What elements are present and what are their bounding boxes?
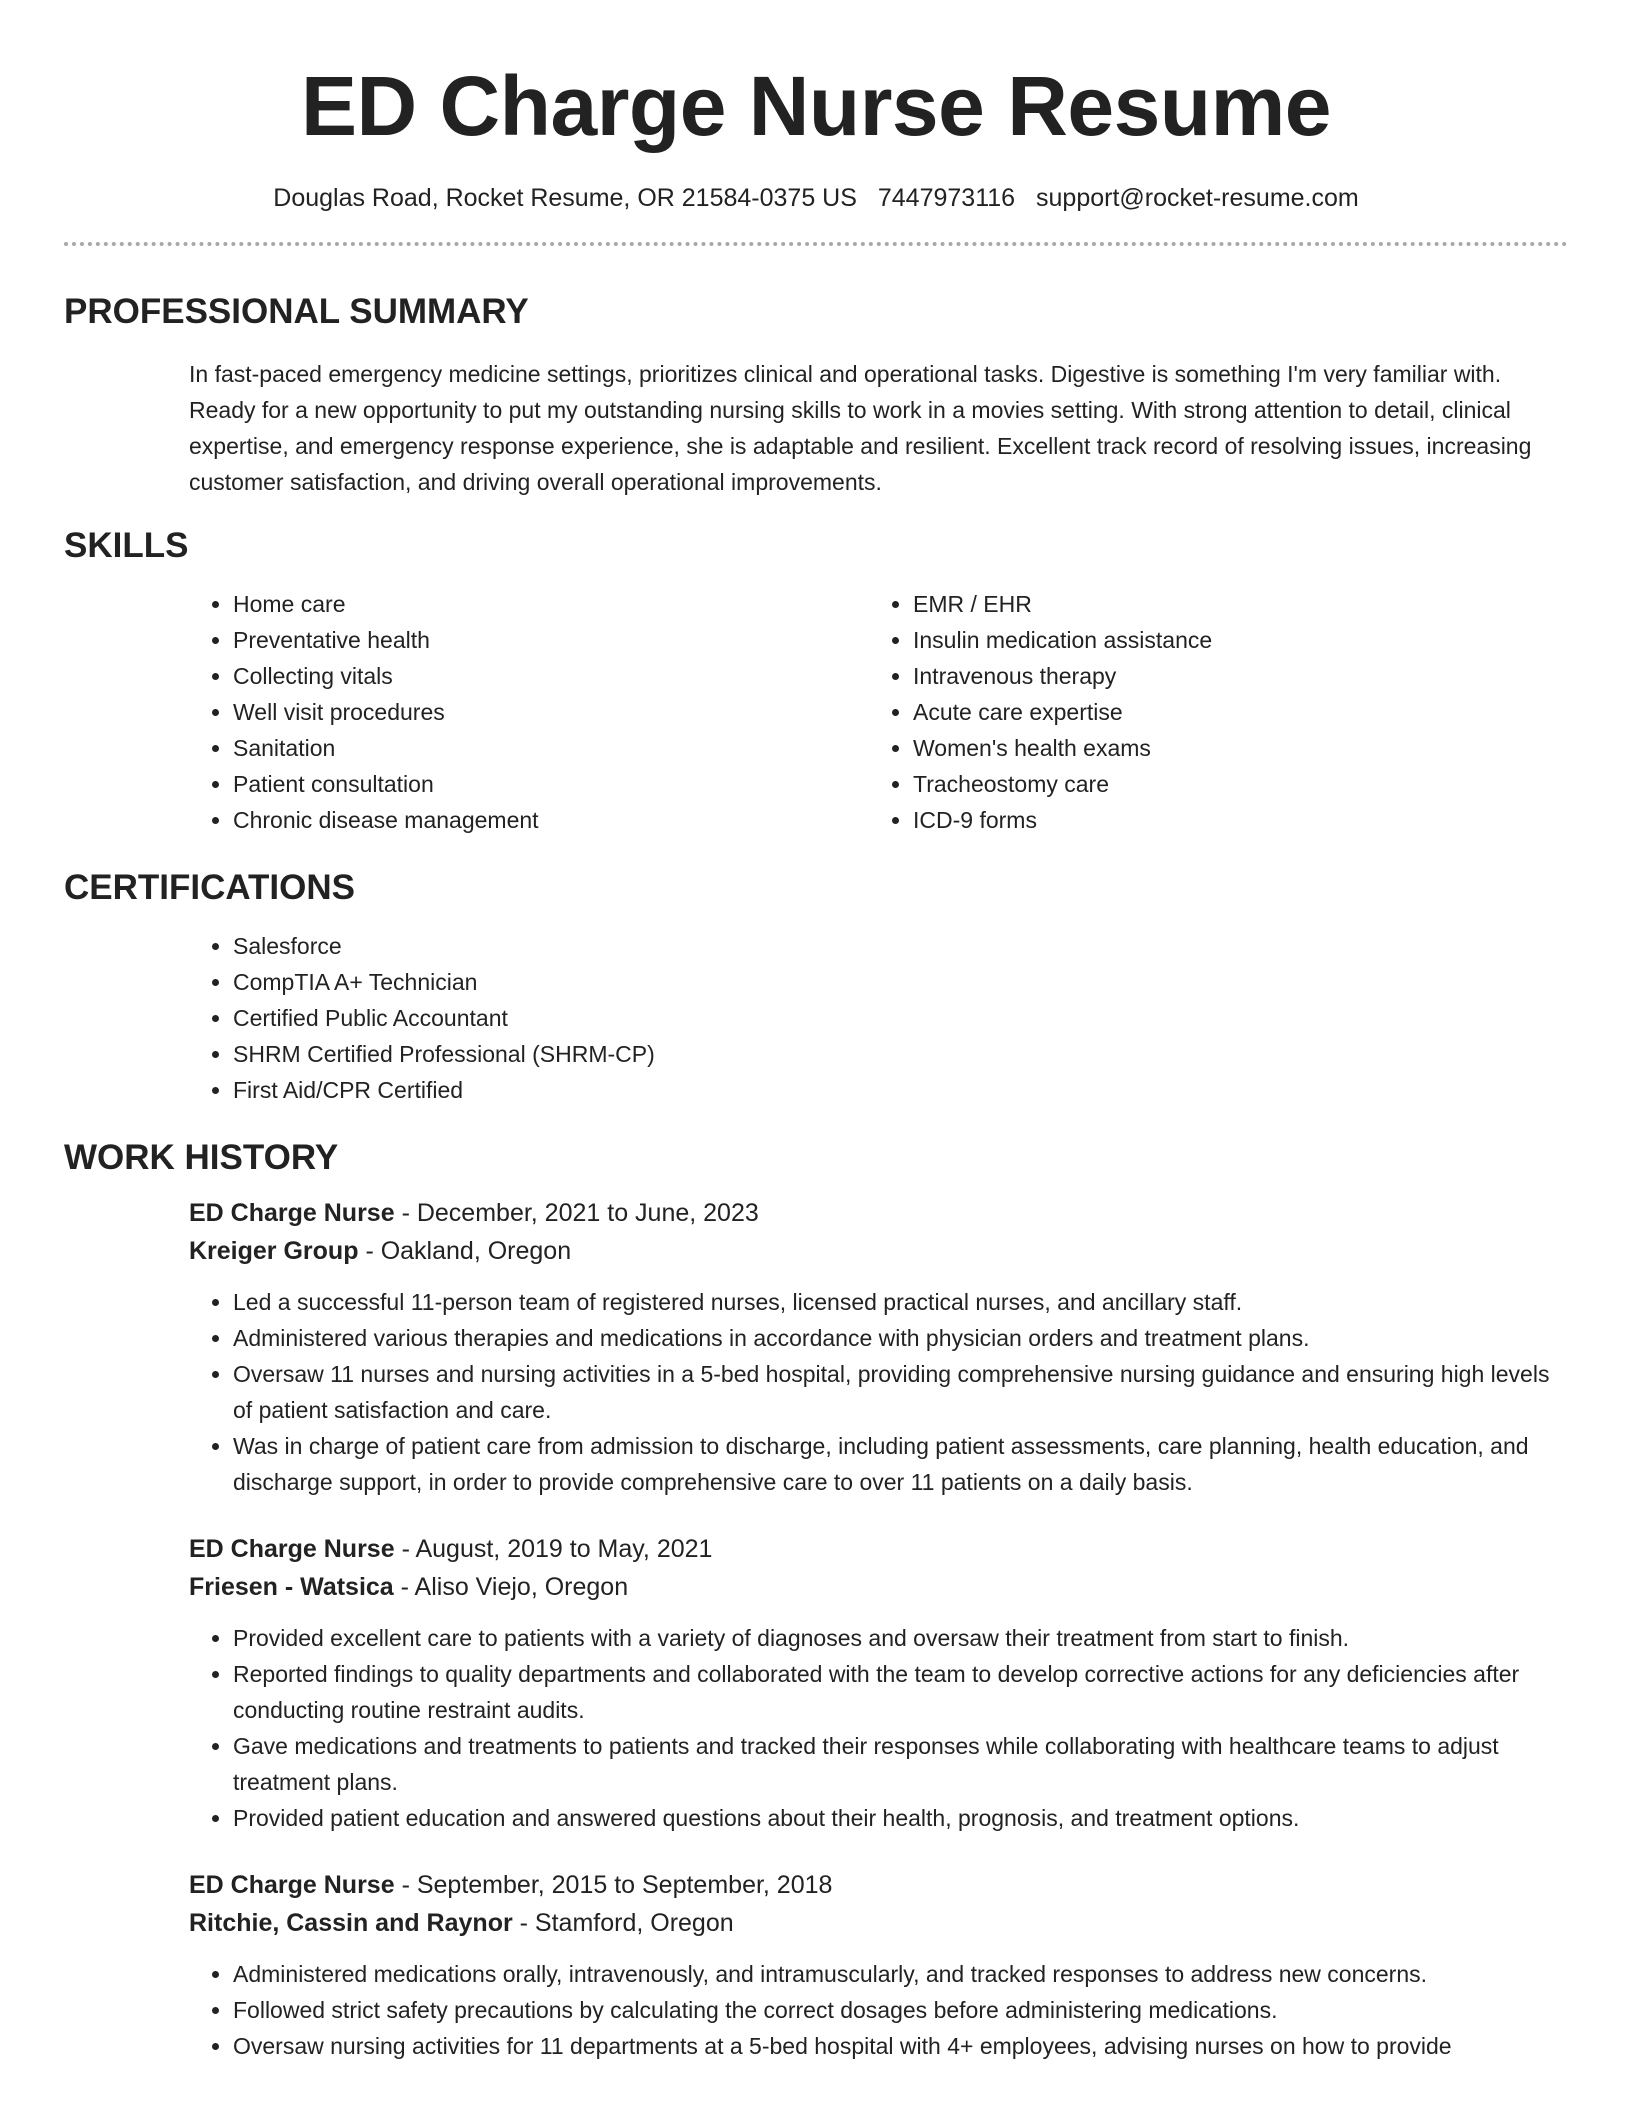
job-bullets — [189, 1284, 1568, 1500]
job-bullet: • Was in charge of patient care from admission to discharge, including patient assessments, care planning, health education, and discharge support, in order to provide comprehensive care to over 11 patients on a daily basis. — [233, 1428, 1568, 1500]
job-entry — [189, 1866, 1568, 2064]
job-company-line — [189, 1232, 1568, 1270]
skills-heading: SKILLS — [64, 526, 189, 565]
skills-column-right — [869, 586, 1549, 838]
job-bullet: • Oversaw nursing activities for 11 departments at a 5-bed hospital with 4+ employees, advising nurses on how to provide — [233, 2028, 1568, 2064]
job-title: ED Charge Nurse — [189, 1871, 395, 1899]
skill-item: • ICD-9 forms — [913, 802, 1549, 838]
skill-item: • Sanitation — [233, 730, 869, 766]
header-divider — [64, 242, 1568, 246]
summary-text: In fast-paced emergency medicine settings, prioritizes clinical and operational tasks. Digestive is something I'm very familiar with. Ready for a new opportunity to put my outstanding nursing skills to work in a movies setting. With strong attention to detail, clinical expertise, and emergency response experience, she is adaptable and resilient. Excellent track record of resolving issues, increasing customer satisfaction, and driving overall operational improvements. — [189, 361, 1532, 495]
certification-item: • First Aid/CPR Certified — [233, 1072, 1568, 1108]
skill-item: • EMR / EHR — [913, 586, 1549, 622]
certification-item: • Certified Public Accountant — [233, 1000, 1568, 1036]
job-title-line — [189, 1194, 1568, 1232]
contact-line — [64, 182, 1568, 214]
job-company-line — [189, 1904, 1568, 1942]
certifications-heading: CERTIFICATIONS — [64, 868, 356, 907]
job-bullet: • Administered various therapies and medications in accordance with physician orders and treatment plans. — [233, 1320, 1568, 1356]
job-bullet: • Gave medications and treatments to patients and tracked their responses while collaborating with healthcare teams to adjust treatment plans. — [233, 1728, 1568, 1800]
job-company: Ritchie, Cassin and Raynor — [189, 1909, 513, 1937]
job-location: - Aliso Viejo, Oregon — [400, 1573, 629, 1601]
skill-item: • Tracheostomy care — [913, 766, 1549, 802]
job-bullets — [189, 1956, 1568, 2064]
job-company: Kreiger Group — [189, 1237, 359, 1265]
job-entry — [189, 1194, 1568, 1500]
job-dates: - December, 2021 to June, 2023 — [401, 1199, 759, 1227]
job-bullet: • Oversaw 11 nurses and nursing activities in a 5-bed hospital, providing comprehensive nursing guidance and ensuring high levels of patient satisfaction and care. — [233, 1356, 1568, 1428]
contact-email: support@rocket-resume.com — [1036, 184, 1359, 212]
skill-item: • Preventative health — [233, 622, 869, 658]
job-location: - Stamford, Oregon — [519, 1909, 734, 1937]
work-history-list — [189, 1194, 1568, 2064]
skill-item: • Collecting vitals — [233, 658, 869, 694]
job-bullets — [189, 1620, 1568, 1836]
skills-grid — [189, 586, 1568, 838]
skill-item: • Chronic disease management — [233, 802, 869, 838]
job-title-line — [189, 1866, 1568, 1904]
skill-item: • Acute care expertise — [913, 694, 1549, 730]
resume-title: ED Charge Nurse Resume — [300, 59, 1332, 153]
job-bullet: • Provided patient education and answered questions about their health, prognosis, and treatment options. — [233, 1800, 1568, 1836]
contact-address: Douglas Road, Rocket Resume, OR 21584-0375 US — [273, 184, 857, 212]
work-history-heading: WORK HISTORY — [64, 1138, 339, 1177]
skill-item: • Home care — [233, 586, 869, 622]
certification-item: • CompTIA A+ Technician — [233, 964, 1568, 1000]
certification-item: • SHRM Certified Professional (SHRM-CP) — [233, 1036, 1568, 1072]
skill-item: • Women's health exams — [913, 730, 1549, 766]
certifications-list — [189, 928, 1568, 1108]
job-title: ED Charge Nurse — [189, 1535, 395, 1563]
job-bullet: • Provided excellent care to patients with a variety of diagnoses and oversaw their treatment from start to finish. — [233, 1620, 1568, 1656]
certification-item: • Salesforce — [233, 928, 1568, 964]
skill-item: • Intravenous therapy — [913, 658, 1549, 694]
skill-item: • Well visit procedures — [233, 694, 869, 730]
job-dates: - September, 2015 to September, 2018 — [401, 1871, 833, 1899]
job-bullet: • Followed strict safety precautions by calculating the correct dosages before administering medications. — [233, 1992, 1568, 2028]
contact-phone: 7447973116 — [877, 184, 1016, 212]
job-title-line — [189, 1530, 1568, 1568]
job-entry — [189, 1530, 1568, 1836]
job-bullet: • Reported findings to quality departments and collaborated with the team to develop corrective actions for any deficiencies after conducting routine restraint audits. — [233, 1656, 1568, 1728]
job-title: ED Charge Nurse — [189, 1199, 395, 1227]
job-bullet: • Led a successful 11-person team of registered nurses, licensed practical nurses, and ancillary staff. — [233, 1284, 1568, 1320]
job-company: Friesen - Watsica — [189, 1573, 394, 1601]
job-location: - Oakland, Oregon — [365, 1237, 572, 1265]
job-bullet: • Administered medications orally, intravenously, and intramuscularly, and tracked responses to address new concerns. — [233, 1956, 1568, 1992]
skill-item: • Insulin medication assistance — [913, 622, 1549, 658]
skills-column-left — [189, 586, 869, 838]
skill-item: • Patient consultation — [233, 766, 869, 802]
job-dates: - August, 2019 to May, 2021 — [401, 1535, 713, 1563]
job-company-line — [189, 1568, 1568, 1606]
summary-heading: PROFESSIONAL SUMMARY — [64, 292, 529, 331]
